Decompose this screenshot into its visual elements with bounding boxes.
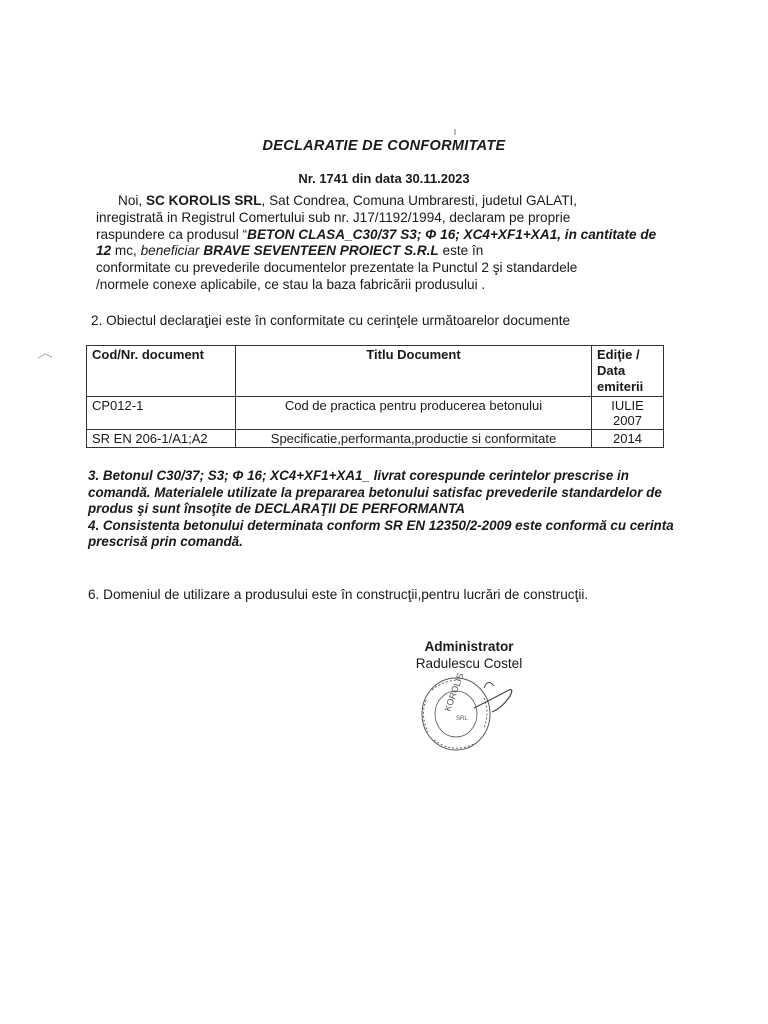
section-3: 3. Betonul C30/37; S3; Φ 16; XC4+XF1+XA1_ livrat corespunde cerintelor prescrise in comandă. Materialele utilizate la prepararea betonului satisfac prevederile standardelor de produs şi sunt însoţite de DECLARAŢII DE PERFORMANTA (88, 468, 662, 517)
scan-mark (454, 129, 456, 135)
section-2: 2. Obiectul declaraţiei este în conformitate cu cerinţele următoarelor documente (91, 313, 571, 328)
beneficiary-name: BRAVE SEVENTEEN PROIECT S.R.L (203, 243, 439, 259)
header-edition: Ediţie / Data emiterii (592, 346, 664, 397)
margin-mark (36, 350, 54, 362)
section-3-4 (88, 468, 678, 551)
product-name: BETON CLASA_C30/37 S3; Φ 16; XC4+XF1+XA1, in cantitate de 12 (96, 226, 657, 259)
cell-edition: IULIE 2007 (592, 397, 664, 430)
svg-text:KOROLIS: KOROLIS (442, 671, 466, 713)
company-name: SC KOROLIS SRL (145, 193, 262, 208)
cell-title: Cod de practica pentru producerea betonului (236, 397, 592, 430)
section-4: 4. Consistenta betonului determinata conform SR EN 12350/2-2009 este conformă cu cerinta prescrisă prin comandă. (88, 517, 674, 550)
table-row (87, 397, 664, 430)
intro-paragraph: Noi, SC KOROLIS SRL, Sat Condrea, Comuna Umbraresti, judetul GALATI, inregistrată in Registrul Comertului sub nr. J17/1192/1994, declaram pe proprie raspundere ca produsul “BETON CLASA_C30/37 S3; Φ 16; XC4+XF1+XA1, in cantitate de 12 mc, beneficiar BRAVE SEVENTEEN PROIECT S.R.L este în conformitate cu prevederile documentelor prezentate la Punctul 2 şi standardele /normele conexe aplicabile, ce stau la baza fabricării produsului . (96, 193, 657, 292)
cell-code: SR EN 206-1/A1;A2 (87, 430, 236, 448)
cell-title: Specificatie,performanta,productie si conformitate (236, 430, 592, 448)
signer-role: Administrator (424, 639, 514, 654)
cell-code: CP012-1 (87, 397, 236, 430)
document-number: Nr. 1741 din data 30.11.2023 (298, 171, 470, 186)
signature-block (394, 638, 544, 672)
document-title: DECLARATIE DE CONFORMITATE (262, 138, 506, 154)
cell-edition: 2014 (592, 430, 664, 448)
table-row (87, 430, 664, 448)
svg-text:SRL: SRL (456, 716, 468, 722)
table-header-row (87, 346, 664, 397)
company-stamp (404, 668, 524, 760)
documents-table (86, 345, 664, 448)
section-6: 6. Domeniul de utilizare a produsului este în construcţii,pentru lucrări de construcţii. (88, 587, 589, 602)
header-code: Cod/Nr. document (87, 346, 236, 397)
header-title: Titlu Document (236, 346, 592, 397)
signer-name: Radulescu Costel (415, 656, 523, 671)
